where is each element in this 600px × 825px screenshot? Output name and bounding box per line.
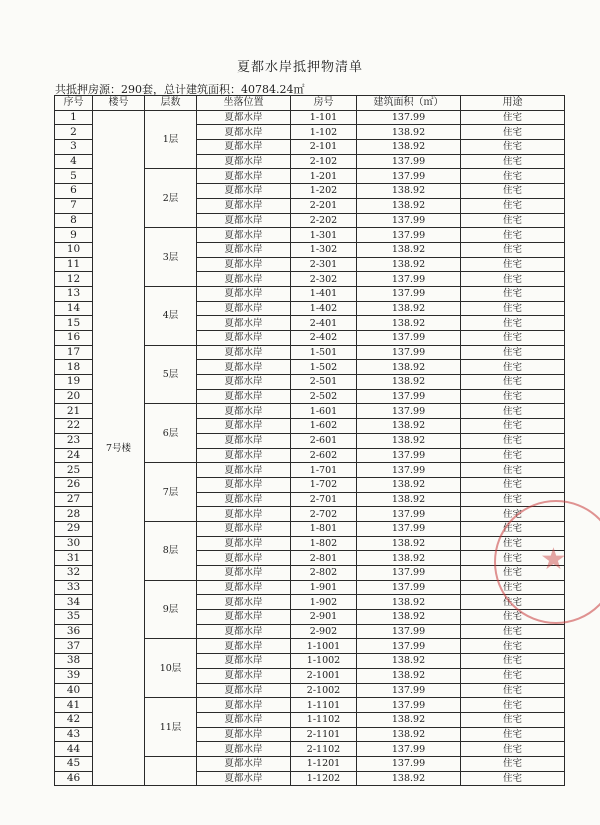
cell-location: 夏都水岸 xyxy=(197,125,291,140)
cell-location: 夏都水岸 xyxy=(197,360,291,375)
cell-area: 137.99 xyxy=(357,272,461,287)
cell-usage: 住宅 xyxy=(461,286,565,301)
cell-area: 138.92 xyxy=(357,668,461,683)
cell-seq: 3 xyxy=(55,140,93,155)
cell-area: 138.92 xyxy=(357,140,461,155)
cell-area: 137.99 xyxy=(357,742,461,757)
cell-room: 1-1001 xyxy=(291,639,357,654)
cell-floor: 6层 xyxy=(145,404,197,463)
cell-room: 2-201 xyxy=(291,198,357,213)
cell-area: 138.92 xyxy=(357,492,461,507)
cell-seq: 5 xyxy=(55,169,93,184)
cell-usage: 住宅 xyxy=(461,360,565,375)
cell-room: 1-701 xyxy=(291,463,357,478)
cell-usage: 住宅 xyxy=(461,272,565,287)
cell-location: 夏都水岸 xyxy=(197,492,291,507)
cell-area: 138.92 xyxy=(357,375,461,390)
table-row xyxy=(55,110,565,125)
cell-usage: 住宅 xyxy=(461,477,565,492)
cell-floor: 3层 xyxy=(145,228,197,287)
cell-location: 夏都水岸 xyxy=(197,566,291,581)
cell-usage: 住宅 xyxy=(461,140,565,155)
cell-location: 夏都水岸 xyxy=(197,654,291,669)
cell-room: 1-602 xyxy=(291,419,357,434)
cell-area: 138.92 xyxy=(357,433,461,448)
cell-usage: 住宅 xyxy=(461,169,565,184)
cell-usage: 住宅 xyxy=(461,331,565,346)
cell-area: 138.92 xyxy=(357,184,461,199)
cell-area: 138.92 xyxy=(357,595,461,610)
cell-area: 138.92 xyxy=(357,360,461,375)
cell-location: 夏都水岸 xyxy=(197,110,291,125)
cell-seq: 22 xyxy=(55,419,93,434)
cell-room: 2-802 xyxy=(291,566,357,581)
cell-usage: 住宅 xyxy=(461,742,565,757)
cell-room: 2-502 xyxy=(291,389,357,404)
cell-seq: 25 xyxy=(55,463,93,478)
cell-area: 137.99 xyxy=(357,331,461,346)
cell-room: 2-602 xyxy=(291,448,357,463)
cell-usage: 住宅 xyxy=(461,419,565,434)
cell-seq: 17 xyxy=(55,345,93,360)
cell-floor: 7层 xyxy=(145,463,197,522)
cell-area: 138.92 xyxy=(357,536,461,551)
cell-room: 2-901 xyxy=(291,610,357,625)
cell-floor: 10层 xyxy=(145,639,197,698)
cell-location: 夏都水岸 xyxy=(197,331,291,346)
cell-seq: 44 xyxy=(55,742,93,757)
cell-seq: 33 xyxy=(55,580,93,595)
cell-area: 138.92 xyxy=(357,316,461,331)
cell-location: 夏都水岸 xyxy=(197,301,291,316)
cell-location: 夏都水岸 xyxy=(197,521,291,536)
cell-location: 夏都水岸 xyxy=(197,242,291,257)
cell-room: 2-401 xyxy=(291,316,357,331)
cell-usage: 住宅 xyxy=(461,712,565,727)
cell-seq: 40 xyxy=(55,683,93,698)
cell-usage: 住宅 xyxy=(461,492,565,507)
cell-usage: 住宅 xyxy=(461,551,565,566)
cell-seq: 29 xyxy=(55,521,93,536)
cell-area: 137.99 xyxy=(357,463,461,478)
cell-room: 2-102 xyxy=(291,154,357,169)
cell-seq: 43 xyxy=(55,727,93,742)
cell-area: 138.92 xyxy=(357,771,461,786)
cell-seq: 32 xyxy=(55,566,93,581)
cell-area: 137.99 xyxy=(357,698,461,713)
cell-seq: 8 xyxy=(55,213,93,228)
cell-area: 137.99 xyxy=(357,507,461,522)
cell-location: 夏都水岸 xyxy=(197,610,291,625)
cell-area: 137.99 xyxy=(357,389,461,404)
cell-area: 138.92 xyxy=(357,727,461,742)
cell-room: 2-902 xyxy=(291,624,357,639)
cell-seq: 4 xyxy=(55,154,93,169)
cell-location: 夏都水岸 xyxy=(197,771,291,786)
cell-room: 1-601 xyxy=(291,404,357,419)
cell-location: 夏都水岸 xyxy=(197,463,291,478)
cell-location: 夏都水岸 xyxy=(197,595,291,610)
cell-seq: 46 xyxy=(55,771,93,786)
cell-seq: 41 xyxy=(55,698,93,713)
cell-area: 137.99 xyxy=(357,683,461,698)
cell-seq: 7 xyxy=(55,198,93,213)
cell-seq: 11 xyxy=(55,257,93,272)
cell-floor: 4层 xyxy=(145,286,197,345)
cell-location: 夏都水岸 xyxy=(197,272,291,287)
cell-usage: 住宅 xyxy=(461,595,565,610)
cell-seq: 39 xyxy=(55,668,93,683)
cell-room: 1-902 xyxy=(291,595,357,610)
cell-location: 夏都水岸 xyxy=(197,184,291,199)
cell-seq: 19 xyxy=(55,375,93,390)
cell-usage: 住宅 xyxy=(461,198,565,213)
cell-room: 2-301 xyxy=(291,257,357,272)
header-usage: 用途 xyxy=(461,96,565,111)
cell-seq: 16 xyxy=(55,331,93,346)
cell-location: 夏都水岸 xyxy=(197,551,291,566)
cell-room: 2-702 xyxy=(291,507,357,522)
cell-location: 夏都水岸 xyxy=(197,228,291,243)
cell-room: 2-1101 xyxy=(291,727,357,742)
cell-usage: 住宅 xyxy=(461,404,565,419)
cell-seq: 6 xyxy=(55,184,93,199)
cell-room: 1-1101 xyxy=(291,698,357,713)
cell-usage: 住宅 xyxy=(461,698,565,713)
cell-location: 夏都水岸 xyxy=(197,316,291,331)
cell-area: 138.92 xyxy=(357,551,461,566)
cell-area: 137.99 xyxy=(357,404,461,419)
cell-usage: 住宅 xyxy=(461,580,565,595)
cell-seq: 36 xyxy=(55,624,93,639)
cell-floor: 11层 xyxy=(145,698,197,757)
table-header-row xyxy=(55,96,565,111)
cell-area: 138.92 xyxy=(357,477,461,492)
cell-room: 2-701 xyxy=(291,492,357,507)
cell-usage: 住宅 xyxy=(461,301,565,316)
cell-seq: 21 xyxy=(55,404,93,419)
collateral-table xyxy=(54,95,565,786)
cell-seq: 12 xyxy=(55,272,93,287)
cell-usage: 住宅 xyxy=(461,125,565,140)
seal-star-icon: ★ xyxy=(540,542,567,577)
cell-seq: 14 xyxy=(55,301,93,316)
cell-seq: 10 xyxy=(55,242,93,257)
cell-location: 夏都水岸 xyxy=(197,433,291,448)
cell-usage: 住宅 xyxy=(461,654,565,669)
cell-seq: 38 xyxy=(55,654,93,669)
cell-area: 137.99 xyxy=(357,228,461,243)
cell-seq: 23 xyxy=(55,433,93,448)
cell-area: 138.92 xyxy=(357,610,461,625)
summary-line: 共抵押房源：290套，总计建筑面积：40784.24㎡ xyxy=(55,83,305,96)
cell-area: 137.99 xyxy=(357,286,461,301)
cell-area: 137.99 xyxy=(357,110,461,125)
cell-area: 137.99 xyxy=(357,580,461,595)
cell-area: 137.99 xyxy=(357,521,461,536)
cell-room: 2-501 xyxy=(291,375,357,390)
cell-room: 1-202 xyxy=(291,184,357,199)
cell-area: 138.92 xyxy=(357,257,461,272)
cell-room: 1-801 xyxy=(291,521,357,536)
cell-usage: 住宅 xyxy=(461,610,565,625)
cell-usage: 住宅 xyxy=(461,536,565,551)
cell-room: 2-101 xyxy=(291,140,357,155)
cell-seq: 30 xyxy=(55,536,93,551)
cell-area: 138.92 xyxy=(357,712,461,727)
cell-area: 138.92 xyxy=(357,125,461,140)
cell-location: 夏都水岸 xyxy=(197,698,291,713)
cell-seq: 18 xyxy=(55,360,93,375)
cell-area: 137.99 xyxy=(357,345,461,360)
cell-usage: 住宅 xyxy=(461,433,565,448)
cell-usage: 住宅 xyxy=(461,463,565,478)
cell-room: 2-402 xyxy=(291,331,357,346)
cell-seq: 31 xyxy=(55,551,93,566)
cell-location: 夏都水岸 xyxy=(197,154,291,169)
cell-seq: 34 xyxy=(55,595,93,610)
cell-area: 138.92 xyxy=(357,198,461,213)
cell-usage: 住宅 xyxy=(461,228,565,243)
cell-area: 137.99 xyxy=(357,169,461,184)
header-room: 房号 xyxy=(291,96,357,111)
cell-room: 1-102 xyxy=(291,125,357,140)
cell-room: 1-1102 xyxy=(291,712,357,727)
cell-floor: 1层 xyxy=(145,110,197,169)
page-title: 夏都水岸抵押物清单 xyxy=(236,60,363,75)
cell-room: 1-201 xyxy=(291,169,357,184)
cell-room: 1-302 xyxy=(291,242,357,257)
cell-usage: 住宅 xyxy=(461,624,565,639)
cell-area: 137.99 xyxy=(357,624,461,639)
cell-location: 夏都水岸 xyxy=(197,639,291,654)
cell-usage: 住宅 xyxy=(461,110,565,125)
cell-location: 夏都水岸 xyxy=(197,404,291,419)
cell-location: 夏都水岸 xyxy=(197,756,291,771)
cell-area: 137.99 xyxy=(357,566,461,581)
cell-room: 1-301 xyxy=(291,228,357,243)
cell-area: 138.92 xyxy=(357,301,461,316)
cell-room: 2-1002 xyxy=(291,683,357,698)
cell-seq: 27 xyxy=(55,492,93,507)
header-building: 楼号 xyxy=(93,96,145,111)
cell-floor: 5层 xyxy=(145,345,197,404)
cell-seq: 35 xyxy=(55,610,93,625)
cell-location: 夏都水岸 xyxy=(197,198,291,213)
cell-floor: 2层 xyxy=(145,169,197,228)
cell-usage: 住宅 xyxy=(461,566,565,581)
cell-area: 138.92 xyxy=(357,654,461,669)
cell-usage: 住宅 xyxy=(461,316,565,331)
cell-location: 夏都水岸 xyxy=(197,536,291,551)
cell-usage: 住宅 xyxy=(461,257,565,272)
cell-seq: 26 xyxy=(55,477,93,492)
cell-room: 1-401 xyxy=(291,286,357,301)
cell-location: 夏都水岸 xyxy=(197,507,291,522)
cell-usage: 住宅 xyxy=(461,521,565,536)
header-location: 坐落位置 xyxy=(197,96,291,111)
cell-location: 夏都水岸 xyxy=(197,389,291,404)
cell-area: 138.92 xyxy=(357,419,461,434)
cell-usage: 住宅 xyxy=(461,448,565,463)
cell-location: 夏都水岸 xyxy=(197,742,291,757)
cell-location: 夏都水岸 xyxy=(197,683,291,698)
cell-usage: 住宅 xyxy=(461,184,565,199)
cell-area: 138.92 xyxy=(357,242,461,257)
cell-usage: 住宅 xyxy=(461,727,565,742)
cell-location: 夏都水岸 xyxy=(197,140,291,155)
cell-location: 夏都水岸 xyxy=(197,477,291,492)
cell-location: 夏都水岸 xyxy=(197,257,291,272)
cell-floor: 9层 xyxy=(145,580,197,639)
cell-seq: 13 xyxy=(55,286,93,301)
cell-seq: 42 xyxy=(55,712,93,727)
table-body xyxy=(55,110,565,786)
cell-seq: 9 xyxy=(55,228,93,243)
cell-room: 1-802 xyxy=(291,536,357,551)
cell-seq: 2 xyxy=(55,125,93,140)
cell-location: 夏都水岸 xyxy=(197,727,291,742)
cell-location: 夏都水岸 xyxy=(197,448,291,463)
cell-usage: 住宅 xyxy=(461,375,565,390)
cell-usage: 住宅 xyxy=(461,771,565,786)
cell-usage: 住宅 xyxy=(461,213,565,228)
cell-room: 1-501 xyxy=(291,345,357,360)
cell-location: 夏都水岸 xyxy=(197,419,291,434)
cell-room: 2-601 xyxy=(291,433,357,448)
cell-usage: 住宅 xyxy=(461,507,565,522)
cell-usage: 住宅 xyxy=(461,639,565,654)
cell-usage: 住宅 xyxy=(461,756,565,771)
cell-usage: 住宅 xyxy=(461,154,565,169)
cell-room: 1-1202 xyxy=(291,771,357,786)
cell-room: 2-1001 xyxy=(291,668,357,683)
header-seq: 序号 xyxy=(55,96,93,111)
cell-room: 1-901 xyxy=(291,580,357,595)
header-floor: 层数 xyxy=(145,96,197,111)
cell-room: 1-702 xyxy=(291,477,357,492)
cell-location: 夏都水岸 xyxy=(197,213,291,228)
cell-seq: 24 xyxy=(55,448,93,463)
cell-seq: 28 xyxy=(55,507,93,522)
cell-area: 137.99 xyxy=(357,756,461,771)
header-area: 建筑面积（㎡） xyxy=(357,96,461,111)
cell-area: 137.99 xyxy=(357,448,461,463)
cell-building: 7号楼 xyxy=(93,110,145,786)
cell-room: 2-1102 xyxy=(291,742,357,757)
cell-location: 夏都水岸 xyxy=(197,712,291,727)
cell-room: 1-101 xyxy=(291,110,357,125)
cell-floor xyxy=(145,756,197,785)
cell-room: 1-1002 xyxy=(291,654,357,669)
cell-location: 夏都水岸 xyxy=(197,286,291,301)
cell-room: 2-202 xyxy=(291,213,357,228)
cell-usage: 住宅 xyxy=(461,668,565,683)
cell-seq: 45 xyxy=(55,756,93,771)
cell-floor: 8层 xyxy=(145,521,197,580)
cell-usage: 住宅 xyxy=(461,683,565,698)
cell-usage: 住宅 xyxy=(461,345,565,360)
cell-location: 夏都水岸 xyxy=(197,624,291,639)
cell-location: 夏都水岸 xyxy=(197,345,291,360)
cell-seq: 15 xyxy=(55,316,93,331)
cell-usage: 住宅 xyxy=(461,389,565,404)
cell-room: 1-502 xyxy=(291,360,357,375)
cell-room: 2-801 xyxy=(291,551,357,566)
cell-seq: 20 xyxy=(55,389,93,404)
cell-usage: 住宅 xyxy=(461,242,565,257)
cell-location: 夏都水岸 xyxy=(197,169,291,184)
cell-area: 137.99 xyxy=(357,639,461,654)
cell-room: 1-402 xyxy=(291,301,357,316)
cell-location: 夏都水岸 xyxy=(197,375,291,390)
cell-room: 1-1201 xyxy=(291,756,357,771)
cell-room: 2-302 xyxy=(291,272,357,287)
cell-area: 137.99 xyxy=(357,213,461,228)
cell-seq: 37 xyxy=(55,639,93,654)
cell-area: 137.99 xyxy=(357,154,461,169)
cell-seq: 1 xyxy=(55,110,93,125)
cell-location: 夏都水岸 xyxy=(197,580,291,595)
cell-location: 夏都水岸 xyxy=(197,668,291,683)
